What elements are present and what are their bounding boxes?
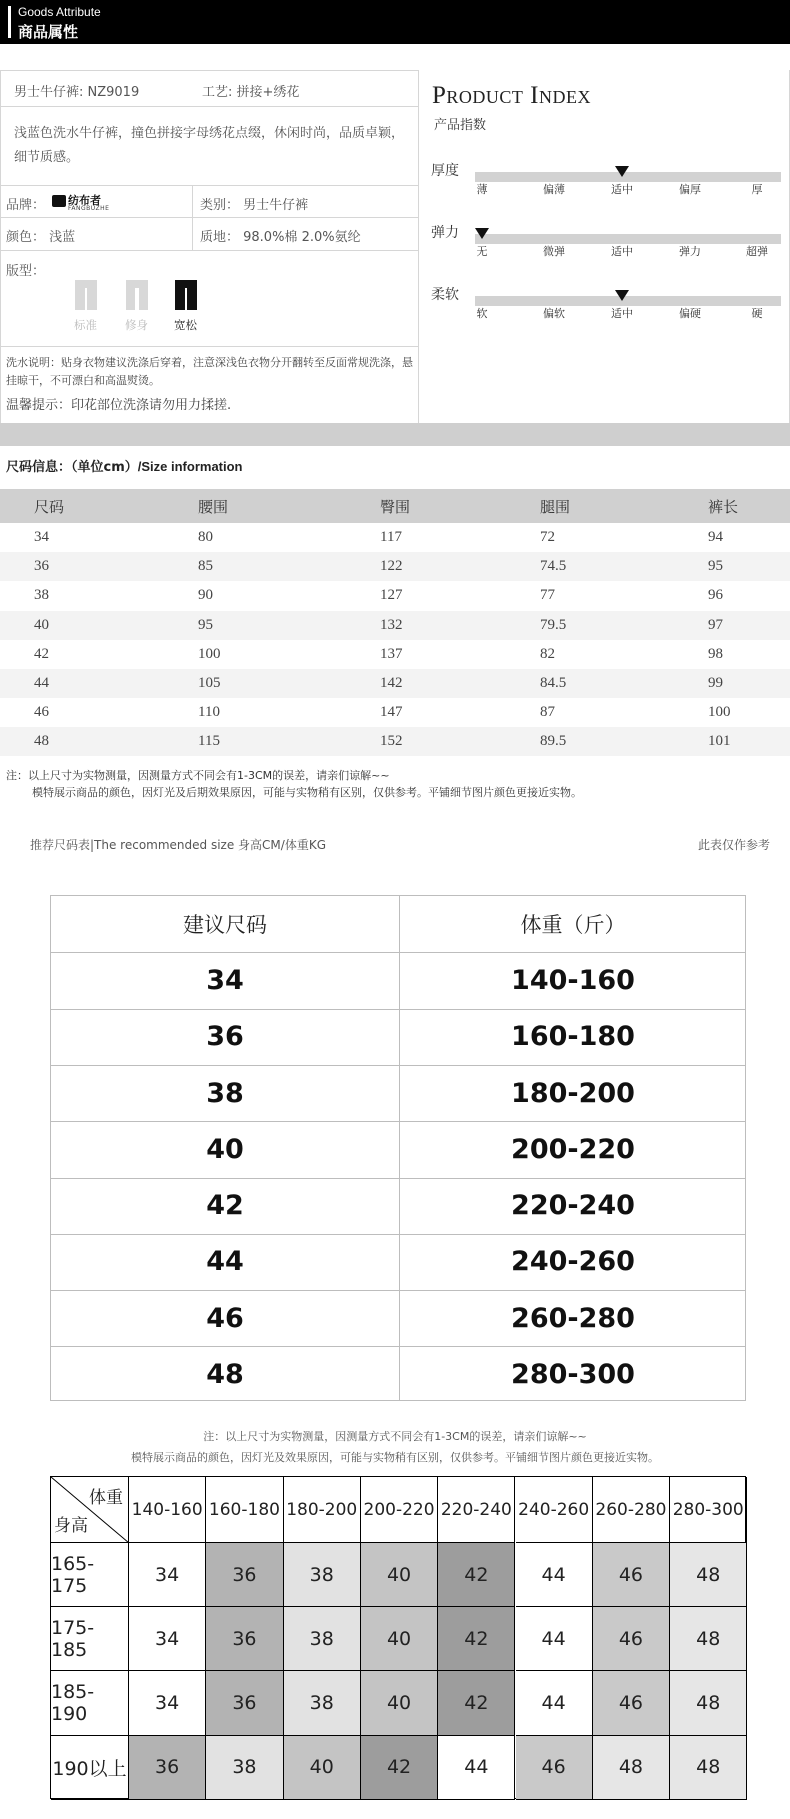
reference-only-caption: 此表仅作参考 bbox=[697, 838, 770, 852]
grid-weight-header: 180-200 bbox=[284, 1477, 361, 1543]
table-row bbox=[0, 727, 790, 756]
table-cell: 42 bbox=[34, 645, 49, 662]
index-scale-tick: 微弹 bbox=[543, 245, 565, 258]
grid-size-cell: 40 bbox=[361, 1671, 438, 1735]
recommended-note-2: 模特展示商品的颜色，因灯光及效果原因，可能与实物稍有区别，仅供参考。平铺细节图片颜色更接近实物。 bbox=[131, 1451, 659, 1464]
corner-height-label: 身高 bbox=[54, 1516, 88, 1536]
table-header-cell: 建议尺码 bbox=[183, 913, 267, 938]
header-accent bbox=[8, 6, 11, 38]
table-cell: 127 bbox=[380, 587, 403, 604]
table-cell: 44 bbox=[206, 1246, 244, 1278]
table-cell: 90 bbox=[198, 587, 213, 604]
grid-height-header: 185-190 bbox=[51, 1671, 129, 1735]
table-cell: 160-180 bbox=[511, 1021, 635, 1053]
grid-weight-header: 260-280 bbox=[593, 1477, 670, 1543]
table-header-cell: 体重（斤） bbox=[520, 913, 626, 938]
index-scale-tick: 偏厚 bbox=[679, 183, 701, 196]
table-cell: 132 bbox=[380, 616, 403, 633]
table-cell: 96 bbox=[708, 587, 723, 604]
table-cell: 117 bbox=[380, 529, 402, 545]
fit-label: 版型： bbox=[6, 264, 46, 279]
fit-standard-label: 标准 bbox=[74, 318, 97, 332]
frame-middle bbox=[418, 70, 419, 423]
grid-height-header: 175-185 bbox=[51, 1607, 129, 1671]
table-cell: 74.5 bbox=[540, 558, 567, 575]
table-cell: 142 bbox=[380, 675, 403, 691]
section-header-goods-attribute bbox=[0, 0, 790, 44]
grid-weight-header: 220-240 bbox=[438, 1477, 515, 1543]
attribute-panel bbox=[0, 70, 790, 423]
row-divider bbox=[0, 106, 418, 107]
index-scale-tick: 薄 bbox=[476, 183, 488, 196]
recommended-note-1: 注：以上尺寸为实物测量，因测量方式不同会有1-3CM的误差，请亲们谅解~~ bbox=[203, 1430, 587, 1443]
grid-size-cell: 48 bbox=[670, 1736, 747, 1800]
table-cell: 200-220 bbox=[511, 1133, 635, 1165]
table-cell: 79.5 bbox=[540, 616, 567, 633]
frame-left bbox=[0, 70, 1, 423]
product-color: 颜色： 浅蓝 bbox=[6, 230, 76, 245]
grid-size-cell: 44 bbox=[516, 1543, 593, 1607]
table-cell: 34 bbox=[206, 964, 244, 996]
wash-instructions: 洗水说明：贴身衣物建议洗涤后穿着，注意深浅色衣物分开翻转至反面常规洗涤，悬挂晾干，不可漂白和高温熨烫。 bbox=[6, 356, 413, 387]
size-info-title bbox=[6, 456, 243, 475]
index-scale-tick: 软 bbox=[476, 307, 488, 320]
table-cell: 110 bbox=[198, 704, 220, 721]
recommended-size-caption: 推荐尺码表|The recommended size 身高CM/体重KG bbox=[30, 838, 326, 852]
pants-standard-icon bbox=[75, 280, 97, 310]
table-cell: 115 bbox=[198, 733, 220, 750]
index-scale-tick: 厚 bbox=[751, 183, 763, 196]
index-scale-tick: 偏硬 bbox=[679, 307, 701, 320]
grid-weight-header: 240-260 bbox=[516, 1477, 593, 1543]
grid-weight-header: 140-160 bbox=[129, 1477, 206, 1543]
index-scale-tick: 硬 bbox=[751, 307, 763, 320]
grid-size-cell: 42 bbox=[438, 1671, 515, 1735]
index-scale-tick: 适中 bbox=[611, 183, 633, 196]
table-cell: 46 bbox=[34, 704, 49, 721]
table-cell: 48 bbox=[34, 733, 49, 750]
product-material: 质地： 98.0%棉 2.0%氨纶 bbox=[200, 230, 361, 245]
brand-mark-icon bbox=[52, 195, 66, 207]
product-index-title: Product Index bbox=[432, 82, 591, 109]
grid-size-cell: 48 bbox=[593, 1736, 670, 1800]
table-row bbox=[0, 640, 790, 669]
grid-size-cell: 44 bbox=[438, 1736, 515, 1800]
grid-size-cell: 38 bbox=[284, 1607, 361, 1671]
table-cell: 94 bbox=[708, 529, 723, 545]
table-cell: 137 bbox=[380, 645, 403, 662]
cell-divider bbox=[192, 185, 193, 250]
grid-size-cell: 48 bbox=[670, 1543, 747, 1607]
size-note-2: 模特展示商品的颜色，因灯光及后期效果原因，可能与实物稍有区别，仅供参考。平铺细节图片颜色更接近实物。 bbox=[32, 786, 582, 799]
row-divider bbox=[0, 185, 418, 186]
index-marker-icon bbox=[615, 166, 629, 177]
index-scale-tick: 无 bbox=[476, 245, 488, 258]
grid-size-cell: 38 bbox=[284, 1543, 361, 1607]
grid-weight-header: 200-220 bbox=[361, 1477, 438, 1543]
index-marker-icon bbox=[475, 228, 489, 239]
table-row bbox=[0, 523, 790, 552]
table-cell: 89.5 bbox=[540, 733, 567, 750]
product-craft: 工艺: 拼接+绣花 bbox=[202, 85, 300, 100]
table-cell: 38 bbox=[206, 1077, 244, 1109]
grid-weight-header: 280-300 bbox=[670, 1477, 747, 1543]
table-cell: 腰围 bbox=[198, 497, 229, 516]
grid-size-cell: 34 bbox=[129, 1607, 206, 1671]
grid-weight-header: 160-180 bbox=[206, 1477, 283, 1543]
grid-size-cell: 38 bbox=[206, 1736, 283, 1800]
grid-size-cell: 44 bbox=[516, 1607, 593, 1671]
table-row bbox=[0, 611, 790, 640]
index-marker-icon bbox=[615, 290, 629, 301]
table-cell: 152 bbox=[380, 733, 403, 750]
grid-size-cell: 46 bbox=[593, 1543, 670, 1607]
table-row bbox=[0, 552, 790, 581]
table-cell: 72 bbox=[540, 529, 555, 545]
table-cell: 140-160 bbox=[511, 964, 635, 996]
grid-size-cell: 36 bbox=[206, 1607, 283, 1671]
header-title-cn: 商品属性 bbox=[18, 23, 79, 41]
table-cell: 122 bbox=[380, 558, 403, 575]
index-scale-tick: 适中 bbox=[611, 307, 633, 320]
size-table-header bbox=[0, 489, 790, 523]
table-cell: 44 bbox=[34, 675, 49, 691]
brand-logo bbox=[52, 191, 112, 213]
grid-size-cell: 42 bbox=[438, 1607, 515, 1671]
table-cell: 48 bbox=[206, 1359, 244, 1391]
index-scale bbox=[430, 222, 785, 262]
index-scale bbox=[430, 160, 785, 200]
table-cell: 85 bbox=[198, 558, 213, 575]
index-scale-tick: 超弹 bbox=[746, 245, 768, 258]
table-row bbox=[0, 669, 790, 698]
table-cell: 36 bbox=[206, 1021, 244, 1053]
table-cell: 260-280 bbox=[511, 1302, 635, 1334]
table-cell: 46 bbox=[206, 1302, 244, 1334]
table-cell: 100 bbox=[198, 645, 221, 662]
grid-size-cell: 48 bbox=[670, 1671, 747, 1735]
index-scale bbox=[430, 284, 785, 324]
table-cell: 34 bbox=[34, 529, 49, 545]
brand-logo-name: 纺布者 bbox=[68, 194, 101, 207]
index-scale-tick: 偏薄 bbox=[543, 183, 565, 196]
table-cell: 40 bbox=[34, 616, 49, 633]
product-description: 浅蓝色洗水牛仔裤，撞色拼接字母绣花点缀，休闲时尚，品质卓颖，细节质感。 bbox=[14, 126, 405, 165]
frame-top bbox=[0, 70, 418, 71]
table-cell: 95 bbox=[708, 558, 723, 575]
grid-size-cell: 34 bbox=[129, 1671, 206, 1735]
product-name: 男士牛仔裤: NZ9019 bbox=[14, 85, 140, 100]
table-row bbox=[0, 698, 790, 727]
grid-size-cell: 46 bbox=[593, 1671, 670, 1735]
table-cell: 87 bbox=[540, 704, 555, 721]
row-divider bbox=[0, 346, 418, 347]
table-cell: 101 bbox=[708, 733, 731, 750]
height-weight-size-grid bbox=[50, 1476, 746, 1799]
table-cell: 220-240 bbox=[511, 1190, 635, 1222]
index-scale-tick: 弹力 bbox=[679, 245, 701, 258]
index-scale-label: 厚度 bbox=[431, 163, 459, 179]
grid-size-cell: 48 bbox=[670, 1607, 747, 1671]
table-cell: 80 bbox=[198, 529, 213, 545]
grid-corner-cell bbox=[51, 1477, 129, 1543]
table-cell: 腿围 bbox=[540, 497, 571, 516]
size-note-1: 注：以上尺寸为实物测量，因测量方式不同会有1-3CM的误差，请亲们谅解~~ bbox=[6, 769, 390, 782]
table-cell: 38 bbox=[34, 587, 49, 604]
table-cell: 97 bbox=[708, 616, 723, 633]
grid-size-cell: 40 bbox=[361, 1543, 438, 1607]
table-cell: 147 bbox=[380, 704, 403, 721]
index-scale-tick: 偏软 bbox=[543, 307, 565, 320]
table-cell: 42 bbox=[206, 1190, 244, 1222]
product-index-subtitle: 产品指数 bbox=[434, 118, 487, 133]
table-cell: 105 bbox=[198, 675, 221, 691]
grid-size-cell: 36 bbox=[206, 1543, 283, 1607]
index-scale-label: 弹力 bbox=[431, 225, 459, 241]
table-cell: 36 bbox=[34, 558, 49, 575]
table-cell: 99 bbox=[708, 675, 723, 691]
table-cell: 裤长 bbox=[708, 497, 739, 516]
table-cell: 280-300 bbox=[511, 1359, 635, 1391]
fit-loose-label: 宽松 bbox=[174, 318, 197, 332]
grid-size-cell: 46 bbox=[593, 1607, 670, 1671]
brand-label: 品牌： bbox=[6, 198, 46, 213]
grid-size-cell: 36 bbox=[206, 1671, 283, 1735]
pants-loose-icon bbox=[175, 280, 197, 310]
size-info-title-en: /Size information bbox=[137, 459, 243, 474]
table-cell: 尺码 bbox=[34, 497, 65, 516]
grid-size-cell: 42 bbox=[361, 1736, 438, 1800]
table-cell: 82 bbox=[540, 645, 555, 662]
recommended-size-table bbox=[50, 895, 746, 1401]
table-cell: 180-200 bbox=[511, 1077, 635, 1109]
grid-size-cell: 46 bbox=[516, 1736, 593, 1800]
grid-height-header: 190以上 bbox=[51, 1736, 129, 1800]
header-title-en: Goods Attribute bbox=[18, 5, 101, 19]
table-cell: 77 bbox=[540, 587, 555, 604]
grid-size-cell: 34 bbox=[129, 1543, 206, 1607]
grid-size-cell: 44 bbox=[516, 1671, 593, 1735]
size-info-title-cn: 尺码信息：（单位cm） bbox=[6, 460, 138, 475]
grid-size-cell: 38 bbox=[284, 1671, 361, 1735]
table-cell: 40 bbox=[206, 1133, 244, 1165]
table-cell: 95 bbox=[198, 616, 213, 633]
index-scale-tick: 适中 bbox=[611, 245, 633, 258]
section-divider-band bbox=[0, 423, 790, 446]
row-divider bbox=[0, 217, 418, 218]
brand-logo-sub: FANGBUZHE bbox=[68, 205, 110, 212]
table-cell: 98 bbox=[708, 645, 723, 662]
grid-height-header: 165-175 bbox=[51, 1543, 129, 1607]
index-scale-label: 柔软 bbox=[431, 287, 459, 303]
fit-slim-label: 修身 bbox=[125, 318, 148, 332]
grid-size-cell: 36 bbox=[129, 1736, 206, 1800]
corner-weight-label: 体重 bbox=[89, 1488, 123, 1508]
care-tip: 温馨提示：印花部位洗涤请勿用力揉搓. bbox=[6, 398, 232, 413]
table-cell: 臀围 bbox=[380, 497, 411, 516]
table-cell: 240-260 bbox=[511, 1246, 635, 1278]
product-category: 类别： 男士牛仔裤 bbox=[200, 198, 309, 213]
table-cell: 100 bbox=[708, 704, 731, 721]
table-cell: 84.5 bbox=[540, 675, 567, 691]
grid-size-cell: 40 bbox=[361, 1607, 438, 1671]
grid-size-cell: 40 bbox=[284, 1736, 361, 1800]
pants-slim-icon bbox=[126, 280, 148, 310]
table-row bbox=[0, 581, 790, 610]
grid-size-cell: 42 bbox=[438, 1543, 515, 1607]
row-divider bbox=[0, 250, 418, 251]
